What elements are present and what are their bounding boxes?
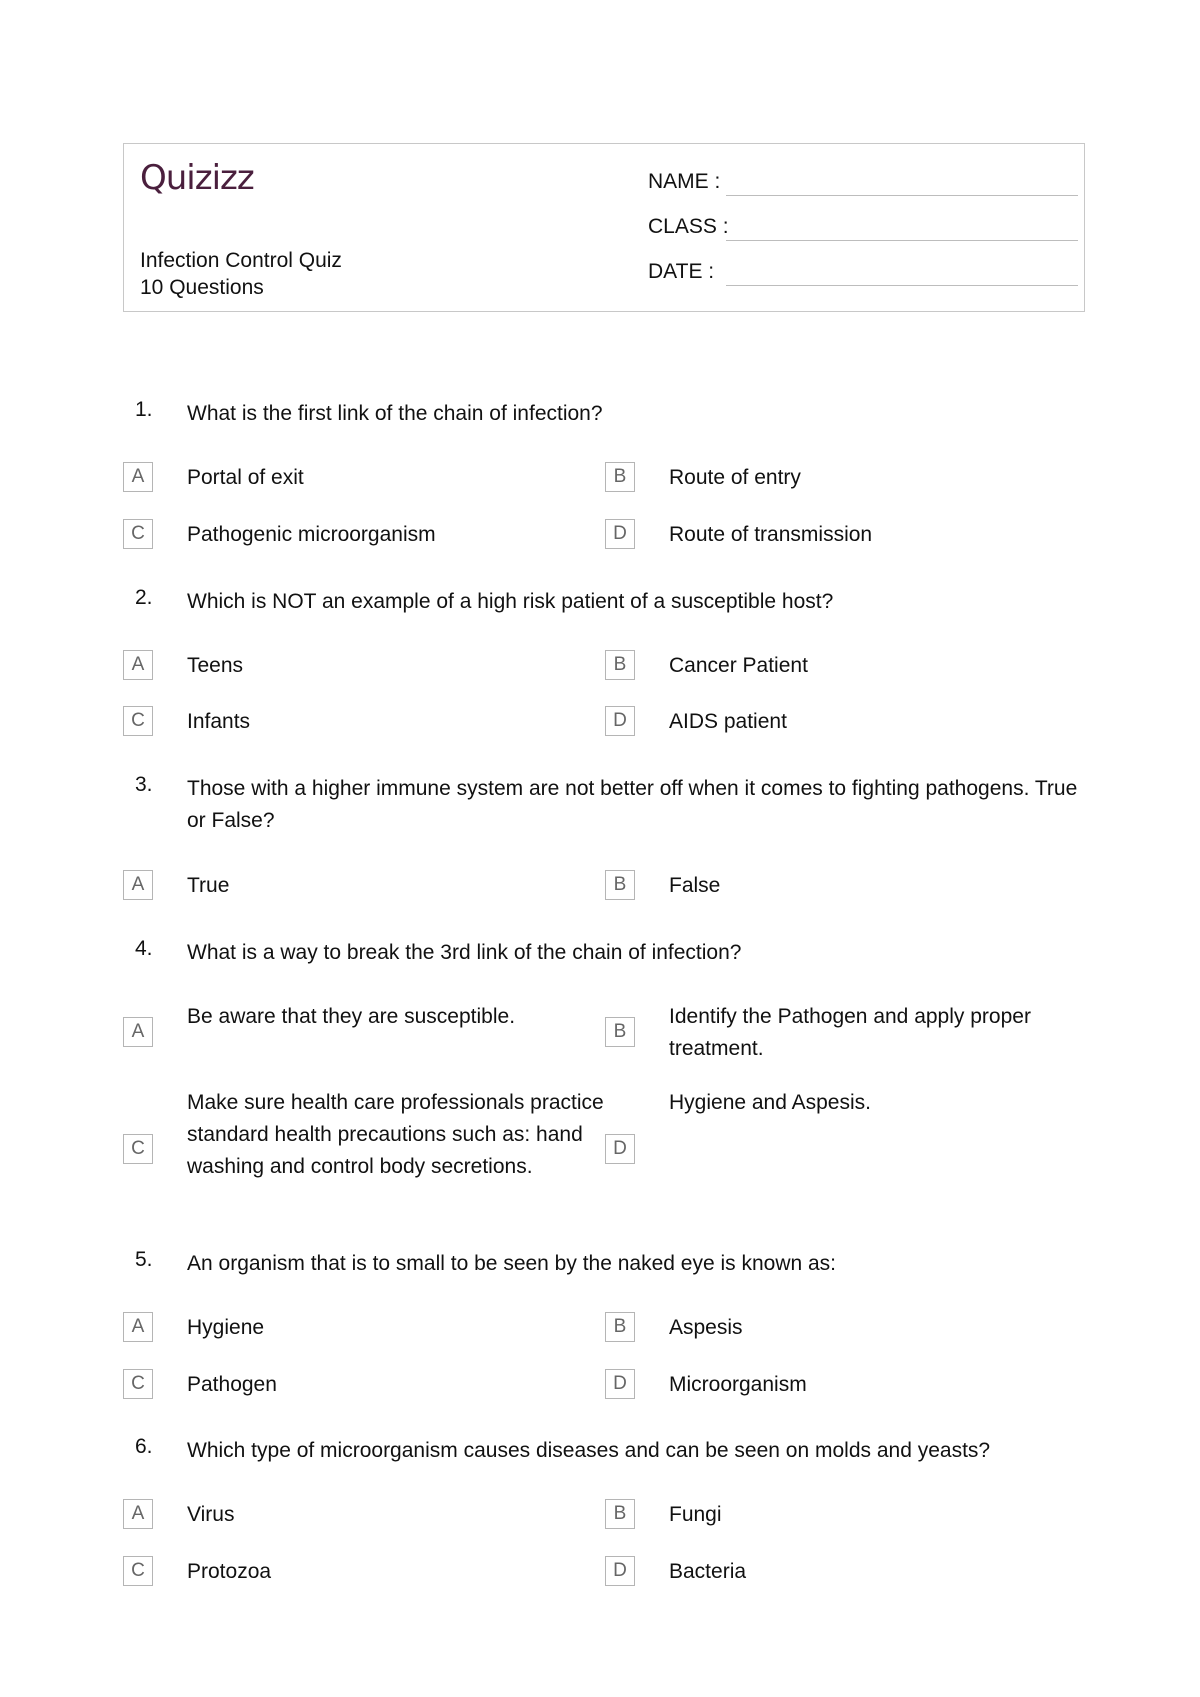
option-letter-box: D	[605, 519, 635, 549]
question-text: An organism that is to small to be seen by the naked eye is known as:	[187, 1252, 837, 1275]
option-letter-box: A	[123, 650, 153, 680]
question-text: Those with a higher immune system are not better off when it comes to fighting pathogens. True or False?	[187, 777, 1078, 832]
option-letter-box: A	[123, 462, 153, 492]
quiz-title: Infection Control Quiz	[140, 249, 342, 272]
option-text: Teens	[187, 654, 244, 677]
name-row	[648, 168, 1078, 198]
option-letter-box: A	[123, 1312, 153, 1342]
question-text: What is a way to break the 3rd link of the chain of infection?	[187, 941, 742, 964]
option-letter-box: B	[605, 1017, 635, 1047]
option-letter-box: C	[123, 1134, 153, 1164]
option-text: False	[669, 874, 721, 897]
question-number: 6.	[135, 1435, 153, 1458]
option-letter-box: D	[605, 1556, 635, 1586]
question-count: 10 Questions	[140, 276, 264, 299]
option-letter-box: D	[605, 1369, 635, 1399]
option-text: Microorganism	[669, 1373, 807, 1396]
option-text: Fungi	[669, 1503, 722, 1526]
question-number: 1.	[135, 398, 153, 421]
option-letter-box: A	[123, 870, 153, 900]
option-letter-box: D	[605, 1134, 635, 1164]
option-letter-box: B	[605, 462, 635, 492]
option-text: Portal of exit	[187, 466, 304, 489]
option-text: Pathogenic microorganism	[187, 523, 436, 546]
option-text: Be aware that they are susceptible.	[187, 1005, 516, 1028]
option-text: Cancer Patient	[669, 654, 808, 677]
worksheet-header	[123, 143, 1085, 312]
class-line[interactable]	[726, 240, 1078, 241]
option-text: Route of transmission	[669, 523, 873, 546]
option-text: Aspesis	[669, 1316, 743, 1339]
question-number: 2.	[135, 586, 153, 609]
option-letter-box: C	[123, 1556, 153, 1586]
question-text: Which is NOT an example of a high risk patient of a susceptible host?	[187, 590, 834, 613]
date-row	[648, 258, 1078, 288]
option-text: Protozoa	[187, 1560, 272, 1583]
option-text: Bacteria	[669, 1560, 747, 1583]
option-letter-box: B	[605, 1499, 635, 1529]
option-letter-box: A	[123, 1017, 153, 1047]
option-letter-box: B	[605, 1312, 635, 1342]
quizizz-logo: Quizizz	[140, 158, 254, 198]
option-letter-box: B	[605, 870, 635, 900]
option-text: AIDS patient	[669, 710, 787, 733]
option-letter-box: B	[605, 650, 635, 680]
option-text: Hygiene	[187, 1316, 265, 1339]
option-text: Hygiene and Aspesis.	[669, 1091, 871, 1114]
name-label: NAME :	[648, 170, 721, 193]
option-letter-box: A	[123, 1499, 153, 1529]
option-text: Make sure health care professionals practice standard health precautions such as: hand washing and control body secretions.	[187, 1091, 604, 1178]
option-text: Infants	[187, 710, 251, 733]
option-text: Pathogen	[187, 1373, 277, 1396]
date-line[interactable]	[726, 285, 1078, 286]
question-number: 5.	[135, 1248, 153, 1271]
option-text: Identify the Pathogen and apply proper treatment.	[669, 1005, 1031, 1060]
question-text: What is the first link of the chain of infection?	[187, 402, 603, 425]
class-label: CLASS :	[648, 215, 729, 238]
option-text: Virus	[187, 1503, 235, 1526]
question-text: Which type of microorganism causes diseases and can be seen on molds and yeasts?	[187, 1439, 991, 1462]
option-letter-box: C	[123, 1369, 153, 1399]
option-text: Route of entry	[669, 466, 801, 489]
quiz-title-block	[140, 247, 342, 301]
class-row	[648, 213, 1078, 243]
date-label: DATE :	[648, 260, 715, 283]
name-line[interactable]	[726, 195, 1078, 196]
option-letter-box: D	[605, 706, 635, 736]
question-number: 4.	[135, 937, 153, 960]
question-number: 3.	[135, 773, 153, 796]
option-letter-box: C	[123, 706, 153, 736]
option-letter-box: C	[123, 519, 153, 549]
option-text: True	[187, 874, 230, 897]
